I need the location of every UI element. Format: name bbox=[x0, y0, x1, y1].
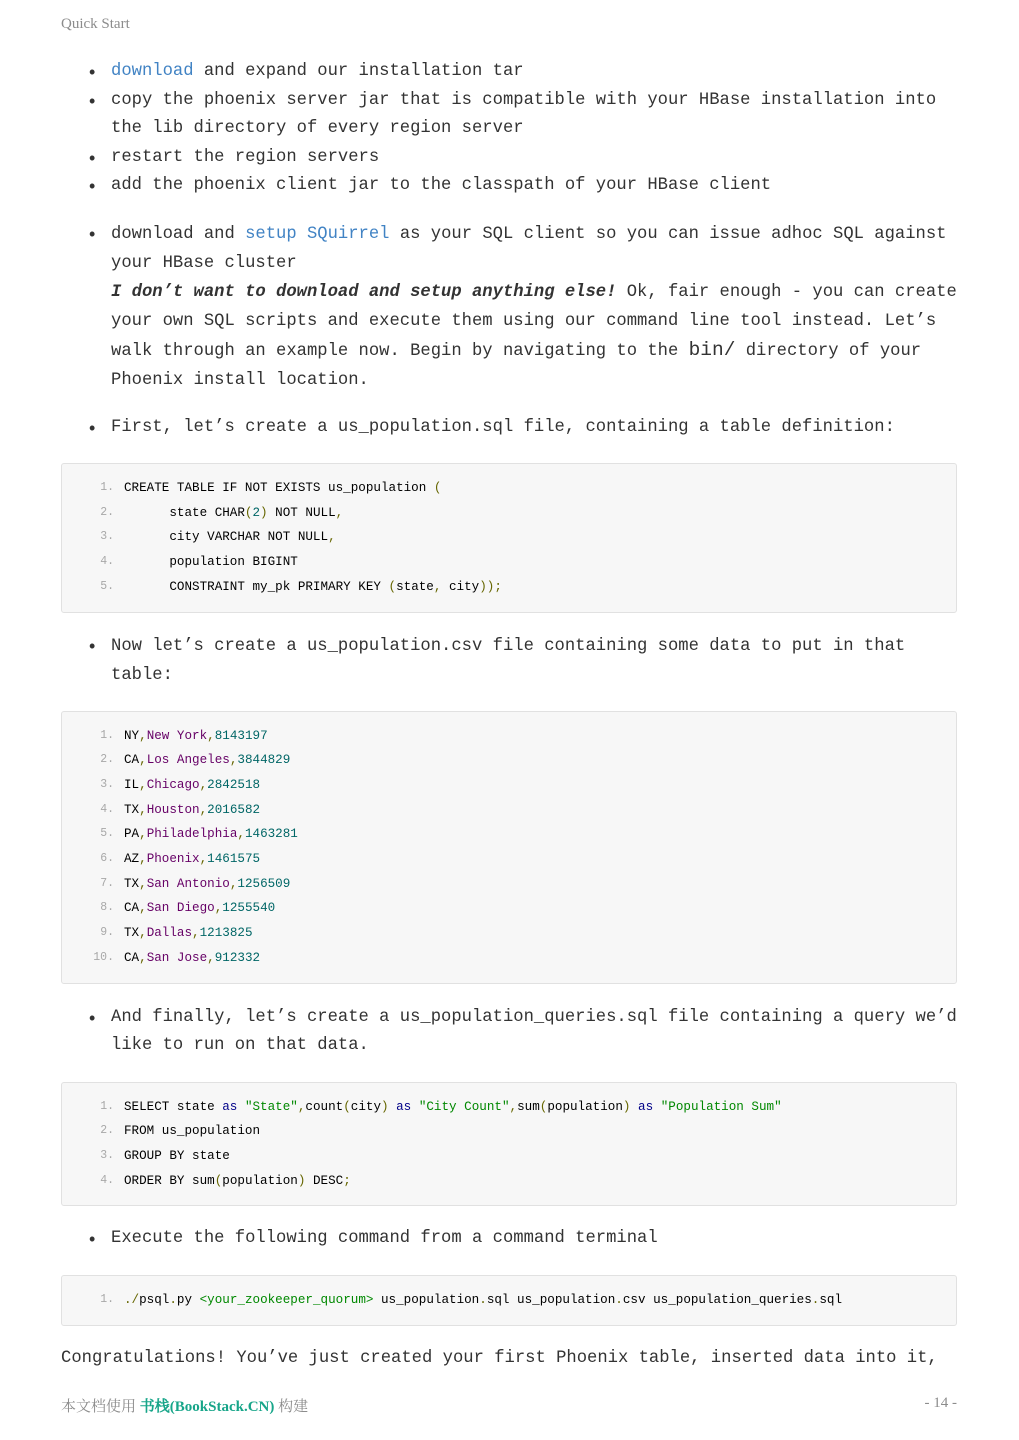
code-line: 1. CREATE TABLE IF NOT EXISTS us_population ( bbox=[100, 481, 442, 495]
bookstack-brand[interactable]: 书栈(BookStack.CN) bbox=[139, 1399, 275, 1415]
code-line: 3. city VARCHAR NOT NULL, bbox=[100, 530, 336, 545]
list-item: • download and expand our installation tar bbox=[61, 58, 957, 87]
page-header-title: Quick Start bbox=[61, 16, 130, 32]
code-line: 3. GROUP BY state bbox=[100, 1148, 230, 1163]
bin-dir: bin/ bbox=[688, 338, 736, 361]
code-line: 1. SELECT state as "State",count(city) as "City Count",sum(population) as "Population Sum" bbox=[100, 1099, 782, 1114]
emphasis-text: I don’t want to download and setup anything else! bbox=[111, 282, 617, 302]
code-line: 4. population BIGINT bbox=[100, 555, 298, 570]
create-sql-list bbox=[61, 414, 957, 443]
list-item: • And finally, let’s create a us_population_queries.sql file containing a query we’d like to run on that data. bbox=[61, 1004, 957, 1061]
code-line: 2. state CHAR(2) NOT NULL, bbox=[100, 505, 344, 520]
code-block-csv bbox=[61, 711, 957, 984]
csv-row: 7. TX,San Antonio,1256509 bbox=[100, 876, 291, 891]
squirrel-list bbox=[61, 220, 957, 395]
code-block-command bbox=[61, 1275, 957, 1326]
setup-squirrel-link[interactable]: setup SQuirrel bbox=[245, 224, 390, 244]
list-item: • add the phoenix client jar to the classpath of your HBase client bbox=[61, 172, 957, 201]
list-item: • First, let’s create a us_population.sql file, containing a table definition: bbox=[61, 414, 957, 443]
create-csv-list bbox=[61, 632, 957, 691]
csv-row: 8. CA,San Diego,1255540 bbox=[100, 901, 276, 916]
list-item: • copy the phoenix server jar that is compatible with your HBase installation into the lib directory of every region server bbox=[61, 87, 957, 144]
csv-row: 2. CA,Los Angeles,3844829 bbox=[100, 753, 291, 768]
code-block-queries bbox=[61, 1082, 957, 1207]
execute-list bbox=[61, 1225, 957, 1254]
code-line: 2. FROM us_population bbox=[100, 1124, 261, 1139]
csv-row: 3. IL,Chicago,2842518 bbox=[100, 777, 261, 792]
list-item: • download and setup SQuirrel as your SQL client so you can issue adhoc SQL against your HBase cluster I don’t want to download and setup anything else! Ok, fair enough - you can create your own SQL scripts and execute them using our command line tool instead. Let’s walk through an example now. Begin by navigating to the bin/ directory of your Phoenix install location. bbox=[61, 220, 957, 395]
download-link[interactable]: download bbox=[111, 62, 194, 81]
page-number: - 14 - bbox=[924, 1395, 957, 1411]
list-item: • Execute the following command from a command terminal bbox=[61, 1225, 957, 1254]
list-item: • restart the region servers bbox=[61, 144, 957, 173]
csv-row: 4. TX,Houston,2016582 bbox=[100, 802, 261, 817]
csv-row: 6. AZ,Phoenix,1461575 bbox=[100, 852, 261, 867]
queries-list bbox=[61, 1004, 957, 1061]
congrats-paragraph: Congratulations! You’ve just created your first Phoenix table, inserted data into it, bbox=[61, 1348, 938, 1368]
csv-row: 10. CA,San Jose,912332 bbox=[93, 950, 261, 965]
code-line: 1. ./psql.py <your_zookeeper_quorum> us_population.sql us_population.csv us_population_queries.sql bbox=[100, 1292, 843, 1307]
list-item: • Now let’s create a us_population.csv file containing some data to put in that table: bbox=[61, 632, 957, 691]
code-block-create-table bbox=[61, 463, 957, 613]
csv-row: 1. NY,New York,8143197 bbox=[100, 728, 268, 743]
code-line: 4. ORDER BY sum(population) DESC; bbox=[100, 1173, 351, 1188]
install-steps-list bbox=[61, 58, 957, 201]
document-body bbox=[61, 58, 957, 1373]
csv-row: 9. TX,Dallas,1213825 bbox=[100, 926, 253, 941]
code-line: 5. CONSTRAINT my_pk PRIMARY KEY (state, city)); bbox=[100, 579, 502, 594]
footer-credit: 本文档使用 书栈(BookStack.CN) 构建 bbox=[61, 1399, 309, 1415]
csv-row: 5. PA,Philadelphia,1463281 bbox=[100, 827, 298, 842]
